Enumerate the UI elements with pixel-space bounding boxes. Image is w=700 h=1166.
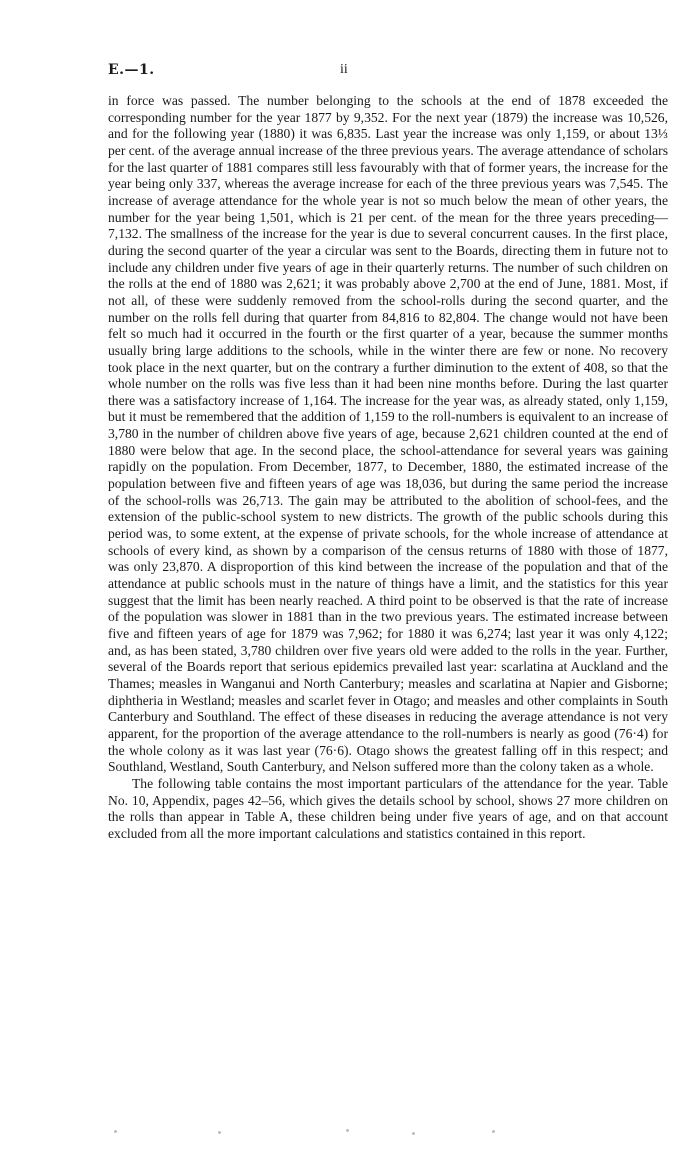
body-text [108, 93, 668, 843]
document-reference: E.—1. [108, 62, 155, 78]
footer-mark [346, 1129, 349, 1132]
page-footer-marks [100, 1128, 620, 1138]
footer-mark [114, 1130, 117, 1133]
paragraph-continuation: in force was passed. The number belonging to the schools at the end of 1878 exceeded the corresponding number for the year 1877 by 9,352. For the next year (1879) the increase was 10,526, and for the following year (1880) it was 6,835. Last year the increase was only 1,159, or about 13⅓ per cent. of the average annual increase of the three previous years. The average attendance of scholars for the last quarter of 1881 compares still less favourably with that of former years, the increase for the year being only 337, whereas the average increase for each of the three previous years was 7,545. The increase of average attendance for the whole year is not so much below the mean of other years, the number for the year being 1,501, which is 21 per cent. of the mean for the three years preceding—7,132. The smallness of the increase for the year is due to several concurrent causes. In the first place, during the second quarter of the year a circular was sent to the Boards, directing them in future not to include any children under five years of age in their quarterly returns. The number of such children on the rolls at the end of 1880 was 2,621; it was probably above 2,700 at the end of June, 1881. Most, if not all, of these were suddenly removed from the school-rolls during the second quarter, and the number on the rolls fell during that quarter from 84,816 to 82,804. The change would not have been felt so much had it occurred in the fourth or the first quarter of a year, because the summer months usually bring large additions to the schools, while in the winter there are few or none. No recovery took place in the next quarter, but on the contrary a further diminution to the extent of 408, so that the whole number on the rolls was five less than it had been nine months before. During the last quarter there was a satisfactory increase of 1,164. The increase for the year was, as already stated, only 1,159, but it must be remembered that the addition of 1,159 to the roll-numbers is equivalent to an increase of 3,780 in the number of children above five years of age, because 2,621 children counted at the end of 1880 were below that age. In the second place, the school-attendance for several years was gaining rapidly on the population. From December, 1877, to December, 1880, the estimated increase of the population between five and fifteen years of age was 18,036, but during the same period the increase of the school-rolls was 26,713. The gain may be attributed to the abolition of school-fees, and the extension of the public-school system to new districts. The growth of the public schools during this period was, to some extent, at the expense of private schools, for the whole increase of attendance at schools of every kind, as shown by a comparison of the census returns of 1880 with those of 1877, was only 23,870. A disproportion of this kind between the increase of the population and that of the attendance at public schools must in the nature of things have a limit, and the statistics for this year suggest that the limit has been nearly reached. A third point to be observed is that the rate of increase of the population was slower in 1881 than in the two previous years. The estimated increase between five and fifteen years of age for 1879 was 7,962; for 1880 it was 6,274; last year it was only 4,122; and, as has been stated, 3,780 children over five years old were added to the rolls in the year. Further, several of the Boards report that serious epidemics prevailed last year: scarlatina at Auckland and the Thames; measles in Wanganui and North Canterbury; measles and scarlatina at Napier and Gisborne; diphtheria in Westland; measles and scarlet fever in Otago; and measles and other complaints in South Canterbury and Southland. The effect of these diseases in reducing the average attendance is not very apparent, for the proportion of the average attendance to the roll-numbers is nearly as good (76·4) for the whole colony as it was last year (76·6). Otago shows the greatest falling off in this respect; and Southland, Westland, South Canterbury, and Nelson suffered more than the colony taken as a whole. [108, 93, 668, 775]
page-header [108, 62, 668, 82]
footer-mark [492, 1130, 495, 1133]
footer-mark [218, 1131, 221, 1134]
footer-mark [412, 1132, 415, 1135]
paragraph-table-intro: The following table contains the most important particulars of the attendance for the year. Table No. 10, Appendix, pages 42–56, which gives the details school by school, shows 27 more children on the rolls than appear in Table A, these children being under five years of age, and on that account excluded from all the more important calculations and statistics contained in this report. [108, 775, 668, 841]
page-number: ii [340, 62, 348, 77]
